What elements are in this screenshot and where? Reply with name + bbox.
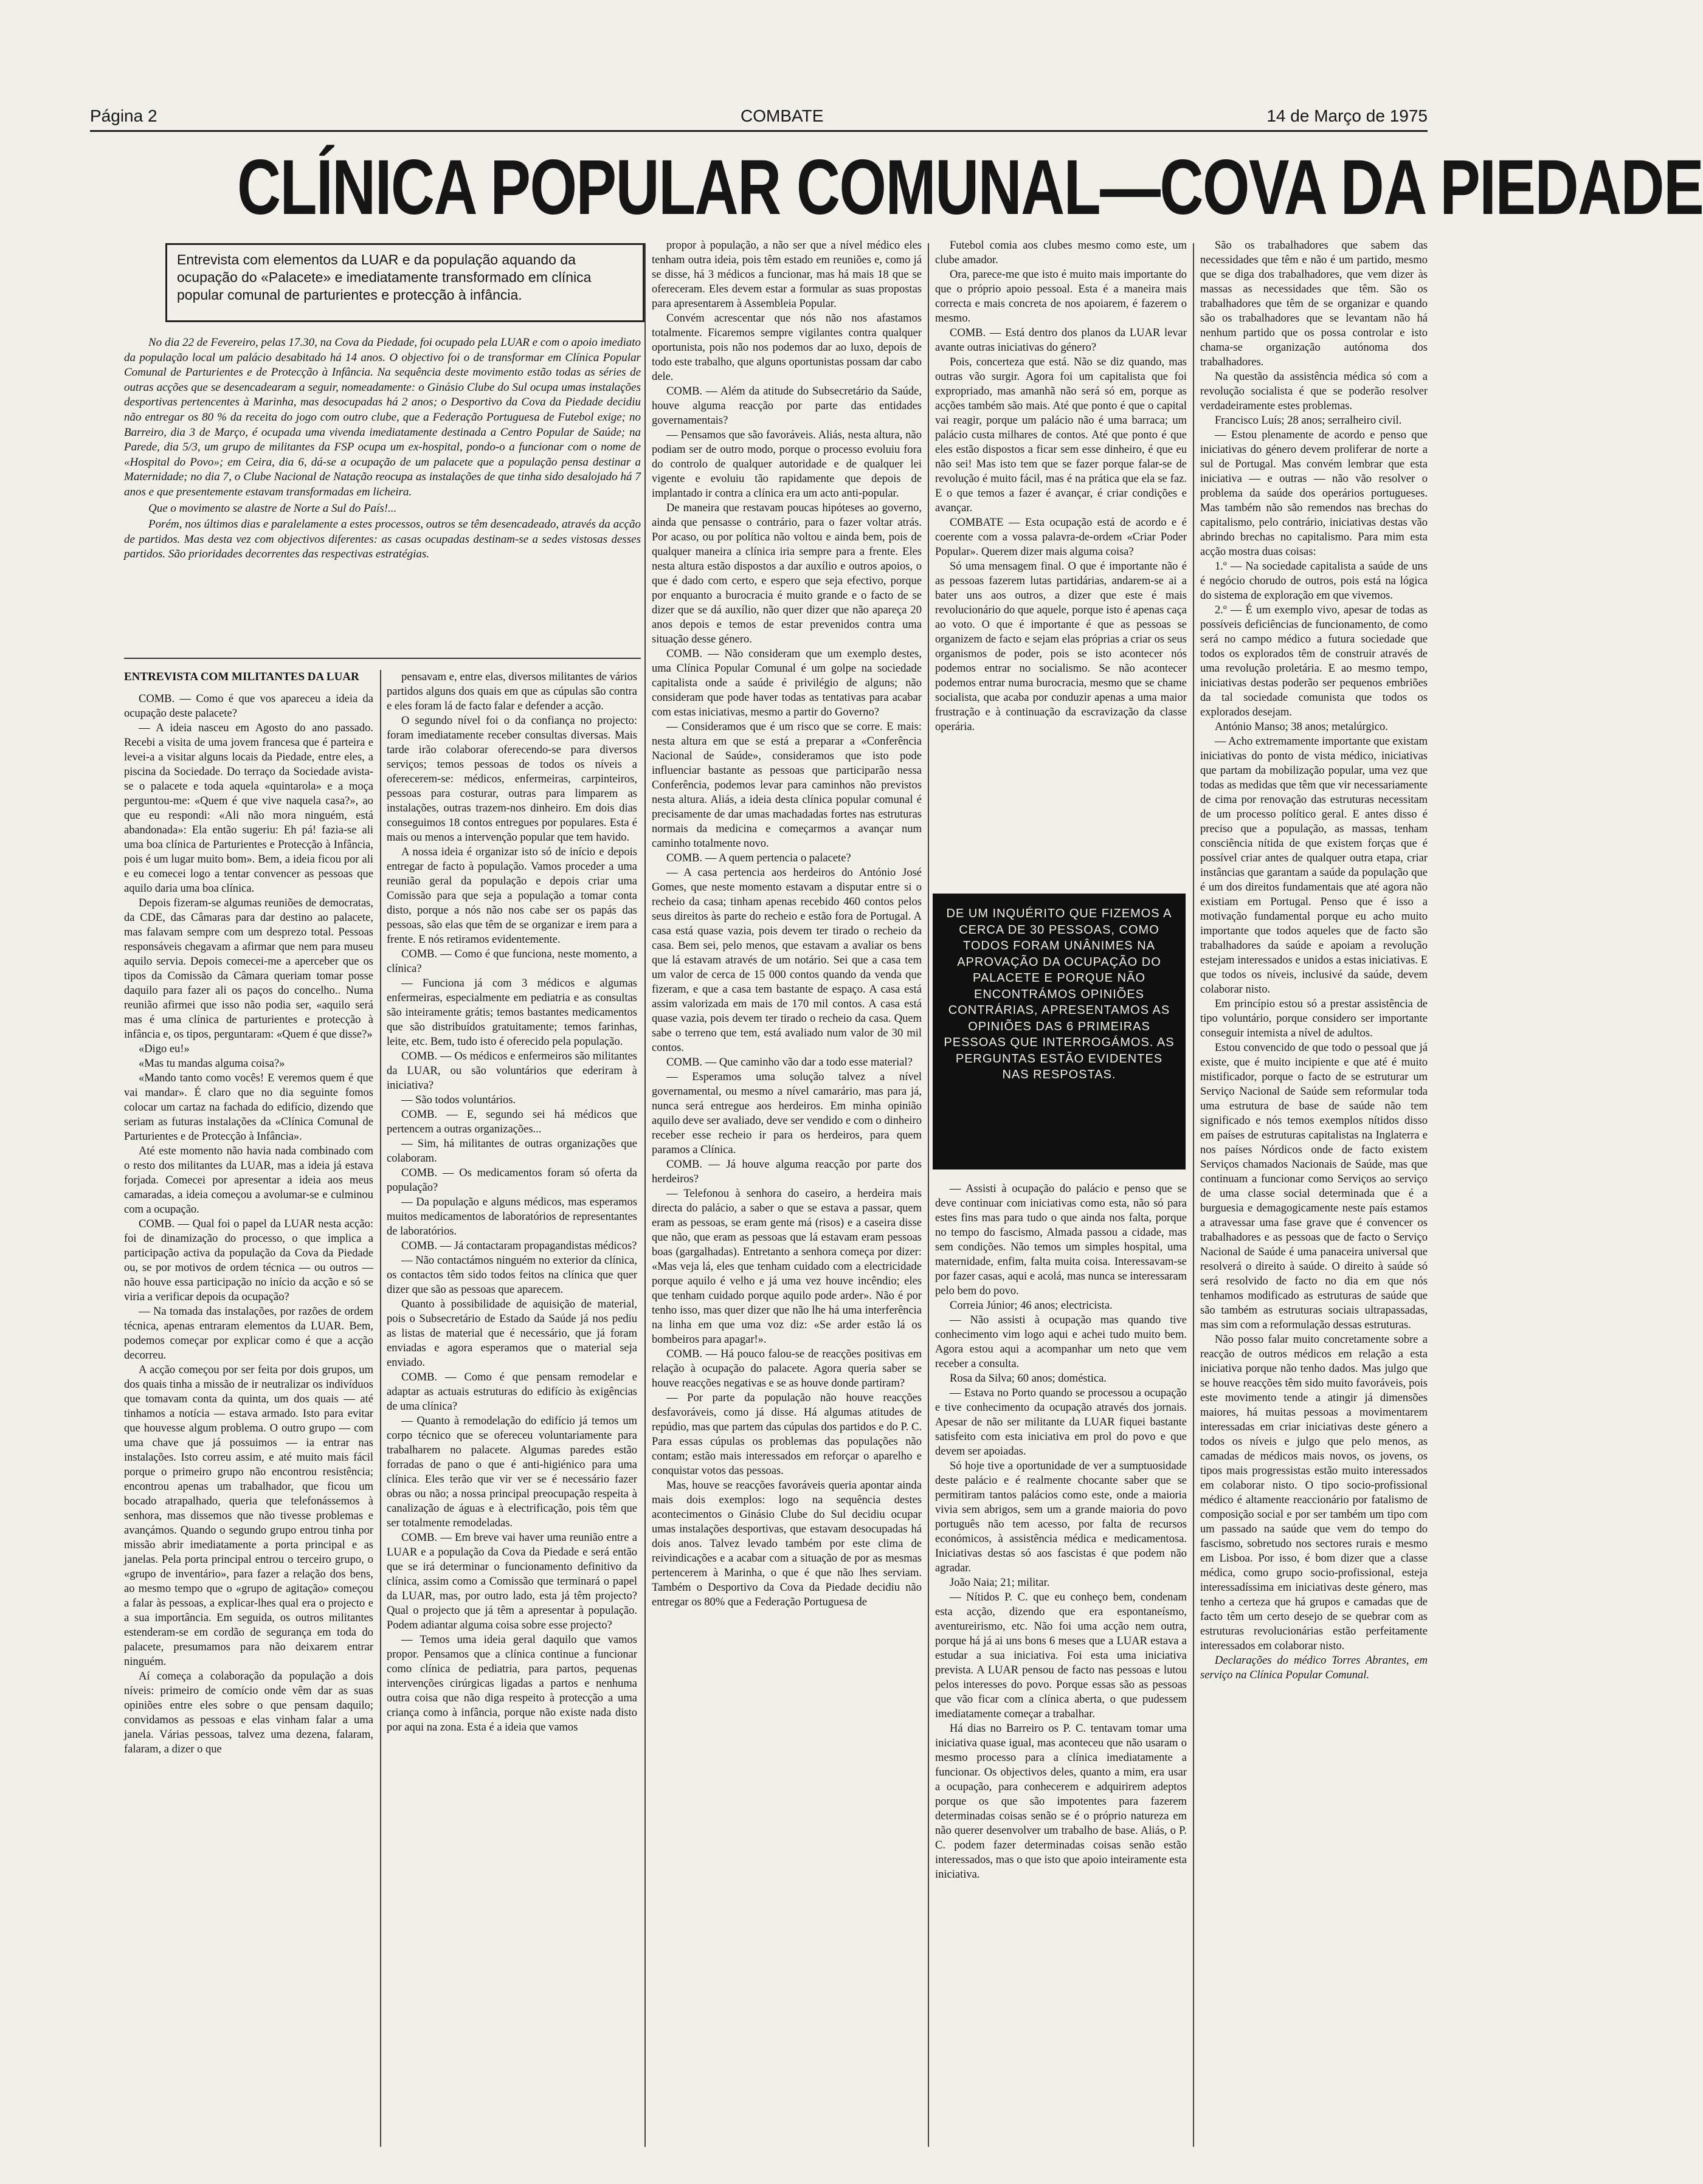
intro-text [124,336,641,563]
column-paragraph: — Da população e alguns médicos, mas esperamos muitos medicamentos de laboratórios de representantes de laboratórios. [387,1196,637,1238]
column-paragraph: A nossa ideia é organizar isto só de início e depois entregar de facto à população. Vamos proceder a uma reunião geral da população e depois criar uma Comissão para que seja a população a tomar conta disto, porque a nós não nos cabe ser os papás das pessoas, são elas que têm de se organizar e irem para a frente. E nós retiramos evidentemente. [387,846,637,946]
column-paragraph: — Acho extremamente importante que existam iniciativas do ponto de vista médico, iniciativas que partam da mobilização popular, uma vez que todas as medidas que têm que vir necessariamente de cima por renovação das estruturas necessitam de um processo político geral. E antes disso é preciso que a população, as massas, tenham consciência nítida de que existem forças que é possível criar antes de qualquer outra etapa, criar instâncias que garantam a saúde da população que é um dos direitos fundamentais que até agora não existiam em Portugal. Penso que é isso a motivação fundamental porque eu acho muito importante que todos aqueles que de facto são trabalhadores da saúde e apoiam a revolução estejam interessados e unidos a estas iniciativas. E que todos os níveis, inclusivé da saúde, devem colaborar nisto. [1200,735,1428,996]
column-paragraph: A acção começou por ser feita por dois grupos, um dos quais tinha a missão de ir neutralizar os indivíduos que tomavam conta da quinta, um dos quais — até tinhamos a notícia — estava armado. Isto para evitar que houvesse algum problema. O outro grupo — com uma chave que já possuimos — ia entrar nas instalações. Isto correu assim, e até muito mais fácil porque o primeiro grupo não encontrou resistência; encontrou apenas um trabalhador, que ficou um bocado atrapalhado, queria que telefonássemos à senhora, mas dissemos que não tivesse problemas e avançámos. Quando o segundo grupo entrou tinha por missão abrir imediatamente a porta principal e as janelas. Pela porta principal entrou o terceiro grupo, o «grupo de inventário», para fazer a relação dos bens, ao mesmo tempo que o «grupo de agitação» começou a falar às pessoas, a explicar-lhes qual era o projecto e a sua importância. Em seguida, os outros militantes estenderam-se em cordão de segurança em toda do palacete, presumamos para não deixarem entrar ninguém. [124,1364,373,1668]
column-paragraph: Rosa da Silva; 60 anos; doméstica. [950,1373,1107,1385]
article-headline: CLÍNICA POPULAR COMUNAL—COVA DA PIEDADE [237,144,1703,231]
column-paragraph: Correia Júnior; 46 anos; electricista. [950,1300,1113,1312]
column-paragraph: — Nítidos P. C. que eu conheço bem, condenam esta acção, dizendo que era espontaneísmo, aventureirismo, etc. Não foi uma acção nem outra, porque há já ai uns bons 6 meses que a LUAR estava a estudar a sua iniciativa. Foi esta uma iniciativa prevista. A LUAR pensou de facto nas pessoas e lutou pelos interesses do povo. Porque essas são as pessoas que vão ficar com a clínica aberta, o que pudessem imediatamente começar a trabalhar. [935,1591,1187,1720]
column-paragraph: — Consideramos que é um risco que se corre. E mais: nesta altura em que se está a preparar a «Conferência Nacional de Saúde», consideramos que isto pode influenciar bastante as pessoas que participarão nessa Conferência, podemos levar para caminhos não previstos nesta altura. Aliás, a ideia desta clínica popular comunal é precisamente de dar umas machadadas fortes nas estruturas normais da medicina e começarmos a avançar num caminho totalmente novo. [652,721,922,850]
column-paragraph: Mas, houve se reacções favoráveis queria apontar ainda mais dois exemplos: logo na sequência destes acontecimentos o Ginásio Clube do Sul decidiu ocupar umas instalações desportivas, que estavam desocupadas há dois anos. Talvez levado também por este clima de reivindicações e a acabar com a situação de por as mesmas pertencerem à Marinha, o que é que não lhes serviam. Também o Desportivo da Cova da Piedade decidiu não entregar os 80% que a Federação Portuguesa de [652,1480,922,1608]
column-paragraph: — Na tomada das instalações, por razões de ordem técnica, apenas entraram elementos da LUAR. Bem, podemos começar por explicar como é que a acção decorreu. [124,1306,373,1362]
column-rule [1193,243,1194,2147]
column-paragraph: — A casa pertencia aos herdeiros do António José Gomes, que neste momento estavam a disputar entre si o recheio da casa; tinham apenas recebido 460 contos pelos seus direitos às parte do recheio e estão fora de Portugal. A casa está quase vazia, pois devem ter tirado o recheio da casa. Bem sei, pelo menos, que estavam a avaliar os bens que lá estavam através de um notário. Sei que a casa tem um valor de cerca de 15 000 contos quando da venda que fizeram, e que a casa tem bastante de espaço. A casa está assim valorizada em mais de 170 mil contos. A casa está quase vazia, pois devem ter tirado o recheio da casa. Quem sabe o terreno que tem, está avaliado num valor de 30 mil contos. [652,867,922,1054]
column-paragraph: Em princípio estou só a prestar assistência de tipo voluntário, porque considero ser importante conseguir intemista a nível de adultos. [1200,998,1428,1039]
column-paragraph: — Funciona já com 3 médicos e algumas enfermeiras, especialmente em pediatria e as consultas são inteiramente grátis; temos bastantes medicamentos que são distribuídos gratuitamente; temos farinhas, leite, etc. Bem, tudo isto é oferecido pela população. [387,977,637,1048]
column-paragraph: COMB. — Como é que pensam remodelar e adaptar as actuais estruturas do edifício às exigências de uma clínica? [387,1371,637,1413]
column-paragraph: Estou convencido de que todo o pessoal que já existe, que é muito incipiente e que até é muito mistificador, porque o facto de se estruturar um Serviço Nacional de Saúde sem reformular toda uma estrutura de base de saúde não tem significado e nós temos exemplos nítidos disso em países de estruturas capitalistas na Inglaterra e nos países Nórdicos onde de facto existem Serviços chamados Nacionais de Saúde, mas que continuam a funcionar como Serviços ao serviço de uma classe social determinada que é a burguesia e demagogicamente neste país estamos a atravessar uma fase grave que é convencer os trabalhadores e as pessoas que de facto o Serviço Nacional de Saúde é uma panaceira universal que resolverá o direito à saúde. O direito à saúde só será resolvido de facto no dia em que nós tenhamos modificado as estruturas de saúde que são também as estruturas sociais ultrapassadas, mas sim com a reformulação dessas estruturas. [1200,1042,1428,1331]
column-paragraph: COMB. — Os medicamentos foram só oferta da população? [387,1167,637,1194]
section-heading: ENTREVISTA COM MILITANTES DA LUAR [124,670,359,683]
column-rule [380,670,381,2147]
column-paragraph: Só uma mensagem final. O que é importante não é as pessoas fazerem lutas partidárias, andarem-se ai a bater uns aos outros, a dizer que este é mais revolucionário do que aquele, porque isto é apenas caça ao voto. O que é importante é que as pessoas se organizem de facto e sejam elas próprias a criar os seus organismos de poder, pois se isto acontecer nós podemos entrar no socialismo. Se não acontecer podemos entrar numa burocracia, mesmo que se chame socialista, que acaba por conduzir apenas a uma maior frustração e à continuação da escravização da classe operária. [935,560,1187,733]
column-paragraph: COMB. — Em breve vai haver uma reunião entre a LUAR e a população da Cova da Piedade e será então que se irá determinar o funcionamento definitivo da clínica, assim como a Comissão que terminará o papel da LUAR, mas, por outro lado, esta já têm projecto? Qual o projecto que já têm a apresentar à população. Podem adiantar alguma coisa sobre esse projecto? [387,1532,637,1631]
column-paragraph: Depois fizeram-se algumas reuniões de democratas, da CDE, das Câmaras para dar destino ao palacete, mas falavam sempre com um desprezo total. Pessoas responsáveis chegavam a afirmar que nem para museu aquilo servia. Depois comecei-me a aperceber que os tipos da Comissão da Câmara queriam tomar posse daquilo para fazer ali os paços do concelho.. Numa reunião afirmei que isso não podia ser, «aquilo será mas é uma clínica de parturientes e protecção à infância e, os tipos, perguntaram: «Quem é que disse?» [124,897,373,1041]
column-paragraph: — Não contactámos ninguém no exterior da clínica, os contactos têm sido todos feitos na clínica que quer dizer que são as pessoas que aparecem. [387,1255,637,1296]
column-paragraph: — Estou plenamente de acordo e penso que iniciativas do género devem proliferar de norte a sul de Portugal. Mas convém lembrar que esta iniciativa — e outras — não vão resolver o problema da saúde dos operários portugueses. Mas também não são remendos nas brechas do capitalismo, pelo contrário, iniciativas destas vão abrindo brechas no capitalismo. Para mim esta acção mostra duas coisas: [1200,429,1428,558]
intro-paragraph: No dia 22 de Fevereiro, pelas 17.30, na Cova da Piedade, foi ocupado pela LUAR e com o apoio imediato da população local um palácio desabitado há 14 anos. O objectivo foi o de transformar em Clínica Popular Comunal de Parturientes e de Protecção à Infância. Na sequência deste movimento estão todas as séries de outras acções que se desencadearam a seguir, nomeadamente: o Ginásio Clube do Sul ocupa umas instalações desportivas pertencentes à Marinha, mas desocupadas há 2 anos; o Desportivo da Cova da Piedade decidiu não entregar os 80 % da receita do jogo com outro clube, que a Federação Portuguesa de Futebol exige; no Barreiro, dia 3 de Março, é ocupada uma vivenda imediatamente destinada a Centro Popular de Saúde; na Parede, dia 5/3, um grupo de militantes da FSP ocupa um ex-hospital, pondo-o a funcionar com o nome de «Hospital do Povo»; em Ceira, dia 6, dá-se a ocupação de um palacete que a população pensa destinar a Maternidade; no dia 7, o Clube Nacional de Natação reocupa as instalações de que tinha sido desalojado há 7 anos e que presentemente estavam transformadas em licheira. [124,336,641,498]
header-rule [90,130,1428,132]
column-paragraph: 1.º — Na sociedade capitalista a saúde de uns é negócio chorudo de outros, pois está na lógica do sistema de exploração em que vivemos. [1200,560,1428,602]
intro-paragraph: Que o movimento se alastre de Norte a Sul do País!... [148,501,397,515]
column-paragraph: São os trabalhadores que sabem das necessidades que têm e não é um partido, mesmo que se diga dos trabalhadores, que vem dizer às massas as necessidades que têm. São os trabalhadores que têm de se organizar e quando são os trabalhadores que se levantam não há nenhum partido que os possa controlar e isto chama-se organização autónoma dos trabalhadores. [1200,239,1428,368]
column-paragraph: COMBATE — Esta ocupação está de acordo e é coerente com a vossa palavra-de-ordem «Criar Poder Popular». Querem dizer mais alguma coisa? [935,517,1187,558]
column-paragraph: António Manso; 38 anos; metalúrgico. [1215,721,1388,733]
survey-callout: DE UM INQUÉRITO QUE FIZEMOS A CERCA DE 30 PESSOAS, COMO TODOS FORAM UNÂNIMES NA APROVAÇÃO DA OCUPAÇÃO DO PALACETE E PORQUE NÃO ENCONTRÁMOS OPINIÕES CONTRÁRIAS, APRESENTAMOS AS OPINIÕES DAS 6 PRIMEIRAS PESSOAS QUE INTERROGÁMOS. AS PERGUNTAS ESTÃO EVIDENTES NAS RESPOSTAS. [933,894,1186,1170]
column-3 [652,238,922,2153]
column-4-bottom [935,1182,1187,2153]
column-paragraph: Até este momento não havia nada combinado com o resto dos militantes da LUAR, mas a ideia já estava forjada. Comecei por apresentar a ideia aos meus camaradas, a ideia começou a avolumar-se e culminou com a ocupação. [124,1145,373,1216]
column-paragraph: Pois, concerteza que está. Não se diz quando, mas outras vão surgir. Agora foi um capitalista que foi expropriado, mas amanhã não será só em, porque as acções também são mais. Até que ponto é que o capital vai reagir, porque um palácio não é uma barraca; um palácio custa milhares de contos. Até que ponto é que eles estão dispostos a ficar sem esse dinheiro, é que eu não sei! Mas isto tem que se fazer porque falar-se de revolução é muito fácil, mas é na prática que ela se faz. E o que temos a fazer é avançar, é criar condições e avançar. [935,356,1187,514]
column-paragraph: pensavam e, entre elas, diversos militantes de vários partidos alguns dos quais em que as cúpulas são contra e eles foram lá de facto falar e defender a acção. [387,671,637,712]
column-paragraph: COMB. — Qual foi o papel da LUAR nesta acção: foi de dinamização do processo, o que implica a participação activa da população da Cova da Piedade ou, se por motivos de ordem técnica — ou outros — não houve essa participação no início da acção e só se viria a verificar depois da ocupação? [124,1218,373,1303]
column-paragraph: — Estava no Porto quando se processou a ocupação e tive conhecimento da ocupação através dos jornais. Apesar de não ser militante da LUAR fiquei bastante satisfeito com esta iniciativa em prol do povo e que devem ser apoiadas. [935,1387,1187,1458]
column-paragraph: Futebol comia aos clubes mesmo como este, um clube amador. [935,239,1187,266]
column-paragraph: João Naia; 21; militar. [950,1577,1050,1589]
column-paragraph: COMB. — Os médicos e enfermeiros são militantes da LUAR, ou são voluntários que ederiram à iniciativa? [387,1050,637,1092]
column-paragraph: — A ideia nasceu em Agosto do ano passado. Recebi a visita de uma jovem francesa que é parteira e levei-a a visitar alguns locais da Piedade, entre eles, a piscina da Sociedade. Do terraço da Sociedade avista-se o palacete e toda aquela «quintarola» e a moça perguntou-me: «Quem é que vive naquela casa?», ao que eu respondi: «Ali não mora ninguém, está abandonada»: Ela então sugeriu: Eh pá! fazia-se ali uma boa clínica de Parturientes e Protecção à Infância, pois é um lugar muito bom». Bem, a ideia ficou por ali e eu comecei logo a tentar convencer as pessoas que aquilo daria uma boa clínica. [124,722,373,895]
column-paragraph: COMB. — A quem pertencia o palacete? [666,852,851,864]
column-paragraph: Aí começa a colaboração da população a dois níveis: primeiro de comício onde vêm dar as suas opiniões entre eles sobre o que pensam daquilo; convidamos as pessoas e elas vinham falar a uma janela. Várias pessoas, talvez uma dezena, falaram, falaram, a dizer o que [124,1670,373,1755]
page-number: Página 2 [90,106,157,125]
lead-box: Entrevista com elementos da LUAR e da população aquando da ocupação do «Palacete» e imediatamente transformado em clínica popular comunal de parturientes e protecção à infância. [165,243,644,322]
column-paragraph: O segundo nível foi o da confiança no projecto: foram imediatamente receber consultas diversas. Mais tarde irão colaborar oferecendo-se para diversos serviços; temos pessoas de todos os níveis a oferecerem-se: médicos, enfermeiras, carpinteiros, pessoas para costurar, outras para limparem as instalações, outras trazem-nos dinheiro. Em dois dias conseguimos 18 contos entregues por populares. Esta é mais ou menos a intervenção popular que tem havido. [387,715,637,844]
column-paragraph: Quanto à possibilidade de aquisição de material, pois o Subsecretário de Estado da Saúde já nos pediu as listas de material que é necessário, que já foram enviadas e agora esperamos que o material seja enviado. [387,1298,637,1369]
column-2 [387,670,637,2153]
column-paragraph: Na questão da assistência médica só com a revolução socialista é que se poderão resolver verdadeiramente estes problemas. [1200,371,1428,412]
column-paragraph: Convém acrescentar que nós não nos afastamos totalmente. Ficaremos sempre vigilantes contra qualquer oportunista, pois não nos podemos dar ao luxo, depois de todo este trabalho, que alguns oportunistas possam dar cabo dele. [652,312,922,383]
column-paragraph: — Esperamos uma solução talvez a nível governamental, ou mesmo a nível camarário, mas para já, nunca será entregue aos herdeiros. Em minha opinião aquilo deve ser avaliado, deve ser vendido e com o dinheiro receber esse recheio ir para os herdeiros, para quem paramos a Clínica. [652,1071,922,1156]
column-1 [124,670,373,2153]
column-paragraph: Há dias no Barreiro os P. C. tentavam tomar uma iniciativa quase igual, mas aconteceu que não usaram o mesmo processo para a clínica imediatamente a funcionar. Os objectivos deles, quanto a mim, era usar a ocupação, para conhecerem e adquirirem adeptos porque os que são impotentes para fazerem determinadas coisas senão se é o próprio natureza em não querer desenvolver um trabalho de base. Aliás, o P. C. podem fazer determinadas coisas senão estão interessados, mas o que isto que apoio inteiramente esta iniciativa. [935,1723,1187,1881]
column-paragraph: «Mando tanto como vocês! E veremos quem é que vai mandar». É claro que no dia seguinte fomos colocar um cartaz na fachada do edifício, dizendo que seriam as futuras instalações da «Clínica Comunal de Parturientes e de Protecção à Infância». [124,1072,373,1143]
column-paragraph: COMB. — Que caminho vão dar a todo esse material? [666,1056,913,1069]
column-paragraph: COMB. — E, segundo sei há médicos que pertencem a outras organizações... [387,1109,637,1135]
column-4-top [935,238,1187,883]
column-paragraph: — Temos uma ideia geral daquilo que vamos propor. Pensamos que a clínica continue a funcionar como clínica de pediatria, para partos, pequenas intervenções cirúrgicas ligadas a partos e nenhuma outra coisa que não diga respeito à protecção a uma criança como à infância, porque não existe nada disto por aqui na zona. Esta é a ideia que vamos [387,1634,637,1734]
column-paragraph: propor à população, a não ser que a nível médico eles tenham outra ideia, pois têm estado em reuniões e, como já se disse, há 3 médicos a funcionar, mas há mais 18 que se ofereceram. Eles devem estar a formular as suas propostas para apresentarem à Assembleia Popular. [652,239,922,310]
column-paragraph: COMB. — Está dentro dos planos da LUAR levar avante outras iniciativas do género? [935,327,1187,354]
page-header [90,106,1428,127]
column-paragraph: COMB. — Além da atitude do Subsecretário da Saúde, houve alguma reacção por parte das entidades governamentais? [652,385,922,427]
column-rule [928,243,929,2147]
column-paragraph: — Quanto à remodelação do edifício já temos um corpo técnico que se ofereceu voluntariamente para trabalharem no palacete. Algumas paredes estão forradas de pano o que é anti-higiénico para uma clínica. Eles terão que vir ver se é necessário fazer obras ou não; a nossa principal preocupação respeita à canalização de águas e à electrificação, pois têm que ser totalmente remodeladas. [387,1415,637,1529]
column-paragraph: COMB. — Há pouco falou-se de reacções positivas em relação à ocupação do palacete. Agora queria saber se houve reacções negativas e se as houve donde partiram? [652,1348,922,1390]
column-paragraph: Ora, parece-me que isto é muito mais importante do que o próprio apoio pessoal. Esta é a maneira mais correcta e mais concreta de nos apoiarem, é fazerem o mesmo. [935,269,1187,325]
column-paragraph: Declarações do médico Torres Abrantes, em serviço na Clínica Popular Comunal. [1200,1655,1428,1681]
column-paragraph: COMB. — Já contactaram propagandistas médicos? [401,1240,637,1252]
column-paragraph: COMB. — Não consideram que um exemplo destes, uma Clínica Popular Comunal é um golpe na sociedade capitalista onde a saúde é privilégio de alguns; não consideram que pode haver todas as tentativas para acabar com estas iniciativas, mesmo a partir do Governo? [652,648,922,718]
column-paragraph: — Não assisti à ocupação mas quando tive conhecimento vim logo aqui e achei tudo muito bem. Agora estou aqui a acompanhar um neto que vem receber a consulta. [935,1314,1187,1370]
column-paragraph: Francisco Luís; 28 anos; serralheiro civil. [1215,415,1402,427]
column-paragraph: — Telefonou à senhora do caseiro, a herdeira mais directa do palácio, a saber o que se estava a passar, quem eram as pessoas, se eram gente má (risos) e a caseira disse que não, que eram as pessoas que lá estavam eram pessoas boas (gargalhadas). Entretanto a senhora começa por dizer: «Mas veja lá, eles que tenham cuidado com a electricidade porque aquilo é velho e já uma vez houve incêndio; eles que tenham cuidado porque aquilo pode arder». Não é por tenho isso, mas quer dizer que não lhe há uma interferência na linha em que uma voz diz: «Se arder estão lá os bombeiros para apagar!». [652,1188,922,1346]
column-paragraph: «Digo eu!» [139,1043,190,1055]
column-rule [644,243,646,2147]
column-5 [1200,238,1428,2153]
column-paragraph: Só hoje tive a oportunidade de ver a sumptuosidade deste palácio e é realmente chocante saber que se permitiram tantos palácios como este, onde a maioria vivia sem abrigos, sem um a grande maioria do povo português não tem acesso, por falta de recursos económicos, à assistência médica e medicamentosa. Iniciativas destas só aos fascistas é que podem não agradar. [935,1460,1187,1574]
column-paragraph: — Assisti à ocupação do palácio e penso que se deve continuar com iniciativas como esta, não só para estes fins mas para tudo o que ainda nos falta, porque no tempo do fascismo, Almada passou a cidade, mas sem condições. Não temos um simples hospital, uma maternidade, enfim, falta muita coisa. Interessavam-se por fazer casas, aqui e acolá, mas nunca se interessaram pelo bem do povo. [935,1183,1187,1297]
column-paragraph: «Mas tu mandas alguma coisa?» [139,1058,285,1070]
column-paragraph: — Sim, há militantes de outras organizações que colaboram. [387,1138,637,1165]
column-paragraph: Não posso falar muito concretamente sobre a reacção de outros médicos em relação a esta iniciativa porque não tenho dados. Mas julgo que se houve reacções têm sido muito favoráveis, pois este movimento tende a atingir já dimensões maiores, há muitas pessoas a movimentarem interessadas em criar iniciativas deste género a todos os níveis e julgo que pelo menos, as camadas de médicos mais novos, os jovens, os tipos mais progressistas estão muito interessados em colaborar nisto. O tipo socio-profissional médico é altamente reaccionário por fatalismo de composição social e por ser também um tipo com um passado na saúde que vem do tempo do fascismo, sobretudo nos sectores rurais e mesmo em Lisboa. Por isso, é bom dizer que a classe médica, como grupo socio-profissional, esteja interessadíssima em iniciativas deste género, mas tenho a certeza que há grupos e camadas que de facto têm um certo desejo de se quebrar com as estruturas revolucionárias estão perfeitamente interessados em colaborar nisto. [1200,1334,1428,1652]
intro-rule [124,658,641,659]
column-paragraph: De maneira que restavam poucas hipóteses ao governo, ainda que pensasse o contrário, para o fazer voltar atrás. Por acaso, ou por política não voltou e ainda bem, pois de qualquer maneira a clínica iria sempre para a frente. Eles nesta altura estão dispostos a dar auxílio e outros apoios, o que é dado com certo, e espero que seja efectivo, porque por enquanto a burocracia é muito grande e o facto de se dizer que se dá auxílio, não quer dizer que não apareça 20 anos depois e temos de estar prevenidos contra uma situação desse género. [652,502,922,646]
newspaper-name: COMBATE [741,106,824,125]
column-paragraph: COMB. — Como é que funciona, neste momento, a clínica? [387,948,637,975]
column-paragraph: — Por parte da população não houve reacções desfavoráveis, como já disse. Há algumas atitudes de repúdio, mas que partem das cúpulas dos partidos e do P. C. Para essas cúpulas os problemas das populações não contam; estão mais interessados em reforçar o aparelho e conquistar votos das pessoas. [652,1392,922,1477]
column-paragraph: — Pensamos que são favoráveis. Aliás, nesta altura, não podiam ser de outro modo, porque o processo evoluiu fora do controlo de qualquer autoridade e de qualquer lei vigente e evoluiu tão rapidamente que depois de implantado ir contra a clínica era um acto anti-popular. [652,429,922,500]
column-paragraph: — São todos voluntários. [401,1094,516,1106]
column-paragraph: 2.º — É um exemplo vivo, apesar de todas as possíveis deficiências de funcionamento, de como será no campo médico a futura sociedade que todos os explorados têm de construir através de uma revolução proletária. E ao mesmo tempo, iniciativas destas poderão ser pequenos embriões da tal sociedade comunista que todos os explorados desejam. [1200,604,1428,718]
column-paragraph: COMB. — Como é que vos apareceu a ideia da ocupação deste palacete? [124,693,373,720]
column-paragraph: COMB. — Já houve alguma reacção por parte dos herdeiros? [652,1159,922,1185]
issue-date: 14 de Março de 1975 [1266,106,1428,125]
intro-paragraph: Porém, nos últimos dias e paralelamente a estes processos, outros se têm desencadeado, através da acção de partidos. Mas desta vez com objectivos diferentes: as casas ocupadas destinam-se a sedes vistosas desses partidos. São prioridades decorrentes das respectivas estratégias. [124,518,641,561]
